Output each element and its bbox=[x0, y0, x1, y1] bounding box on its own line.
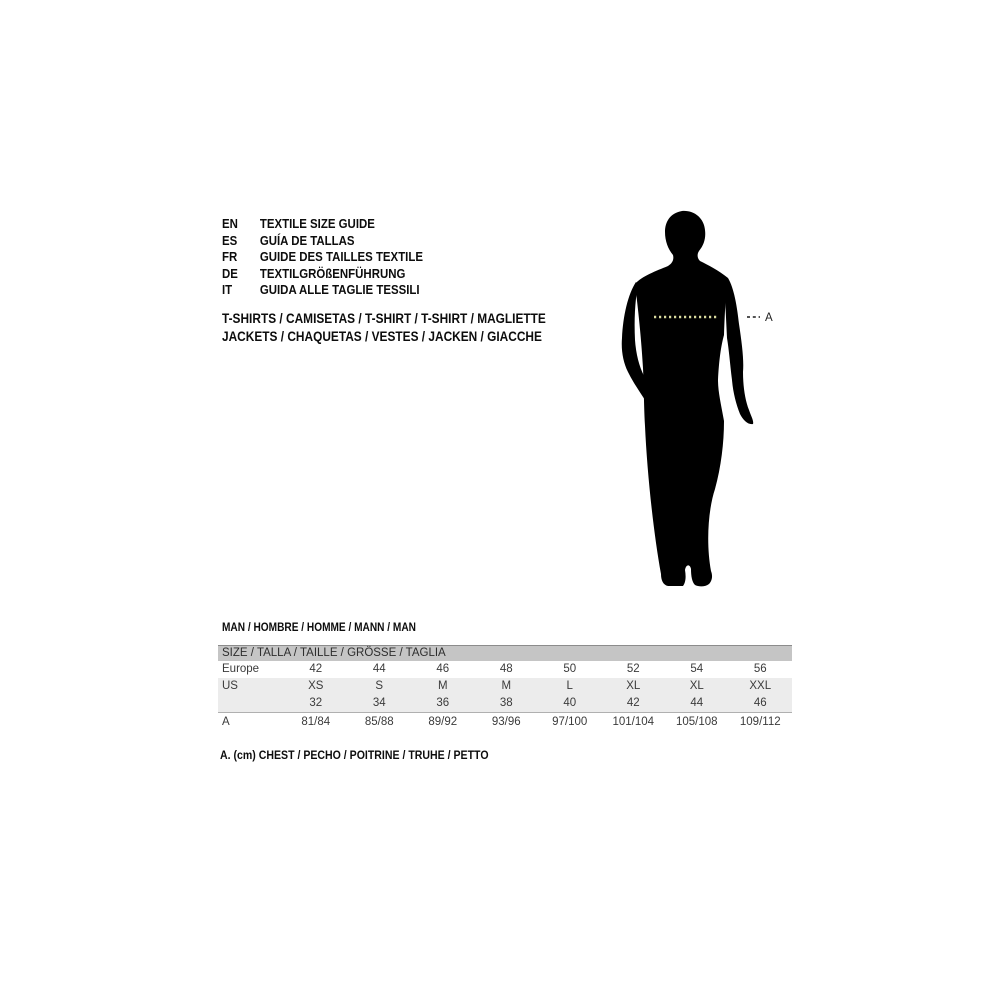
table-cell: M bbox=[437, 680, 448, 692]
table-cell: XL bbox=[626, 680, 641, 692]
language-title: GUÍA DE TALLAS bbox=[259, 232, 355, 248]
table-cell: 46 bbox=[436, 663, 450, 675]
table-row-numeric bbox=[218, 695, 792, 712]
table-row-europe bbox=[218, 661, 792, 678]
row-label: US bbox=[222, 680, 238, 692]
table-row-chest-cm bbox=[218, 712, 792, 731]
table-cell: 97/100 bbox=[552, 716, 588, 728]
language-code: EN bbox=[222, 216, 238, 231]
table-cell: 46 bbox=[753, 697, 767, 709]
row-label: A bbox=[222, 716, 230, 728]
language-code: DE bbox=[222, 265, 238, 281]
language-title: TEXTILGRÖßENFÜHRUNG bbox=[259, 265, 406, 281]
table-cell: 52 bbox=[626, 663, 640, 675]
language-code: FR bbox=[222, 249, 238, 265]
table-cell: 44 bbox=[372, 663, 386, 675]
table-cell: S bbox=[375, 680, 384, 692]
row-label: Europe bbox=[222, 663, 260, 675]
list-item bbox=[222, 249, 423, 266]
measure-label-a: A bbox=[765, 312, 773, 324]
language-title: TEXTILE SIZE GUIDE bbox=[259, 216, 375, 231]
language-code: ES bbox=[222, 232, 238, 248]
table-cell: XXL bbox=[749, 680, 772, 692]
table-cell: 105/108 bbox=[675, 716, 718, 728]
section-title-man: MAN / HOMBRE / HOMME / MANN / MAN bbox=[222, 622, 416, 634]
garment-categories bbox=[222, 310, 590, 346]
list-item bbox=[222, 216, 423, 233]
table-cell: 81/84 bbox=[301, 716, 331, 728]
list-item bbox=[222, 282, 423, 299]
man-silhouette-figure bbox=[620, 208, 780, 588]
category-tshirts: T-SHIRTS / CAMISETAS / T-SHIRT / T-SHIRT / MAGLIETTE bbox=[222, 311, 546, 326]
row-label bbox=[218, 695, 284, 712]
table-cell: 36 bbox=[436, 697, 450, 709]
table-cell: 101/104 bbox=[612, 716, 655, 728]
language-title: GUIDA ALLE TAGLIE TESSILI bbox=[259, 282, 420, 298]
list-item bbox=[222, 233, 423, 250]
table-cell: M bbox=[501, 680, 512, 692]
table-cell: 85/88 bbox=[364, 716, 394, 728]
list-item bbox=[222, 266, 423, 283]
table-cell: 89/92 bbox=[428, 716, 458, 728]
table-cell: 34 bbox=[372, 697, 386, 709]
language-list bbox=[222, 216, 450, 299]
table-cell: L bbox=[566, 680, 573, 692]
table-cell: 93/96 bbox=[491, 716, 521, 728]
table-cell: 48 bbox=[499, 663, 513, 675]
table-cell: 32 bbox=[309, 697, 323, 709]
table-cell: 109/112 bbox=[739, 716, 781, 728]
table-cell: 54 bbox=[690, 663, 704, 675]
man-right-arm bbox=[724, 278, 753, 424]
language-title: GUIDE DES TAILLES TEXTILE bbox=[259, 249, 423, 265]
table-cell: 38 bbox=[499, 697, 513, 709]
table-cell: XS bbox=[308, 680, 324, 692]
category-jackets: JACKETS / CHAQUETAS / VESTES / JACKEN / GIACCHE bbox=[222, 329, 542, 344]
table-cell: 50 bbox=[563, 663, 577, 675]
table-cell: 44 bbox=[690, 697, 704, 709]
language-code: IT bbox=[222, 282, 233, 298]
table-cell: 56 bbox=[753, 663, 767, 675]
table-row-us bbox=[218, 678, 792, 695]
size-table-header: SIZE / TALLA / TAILLE / GRÖSSE / TAGLIA bbox=[218, 646, 792, 661]
size-table bbox=[218, 645, 792, 731]
measurement-footnote: A. (cm) CHEST / PECHO / POITRINE / TRUHE / PETTO bbox=[220, 748, 489, 762]
table-cell: XL bbox=[689, 680, 704, 692]
table-cell: 42 bbox=[309, 663, 323, 675]
table-cell: 40 bbox=[563, 697, 577, 709]
table-cell: 42 bbox=[626, 697, 640, 709]
